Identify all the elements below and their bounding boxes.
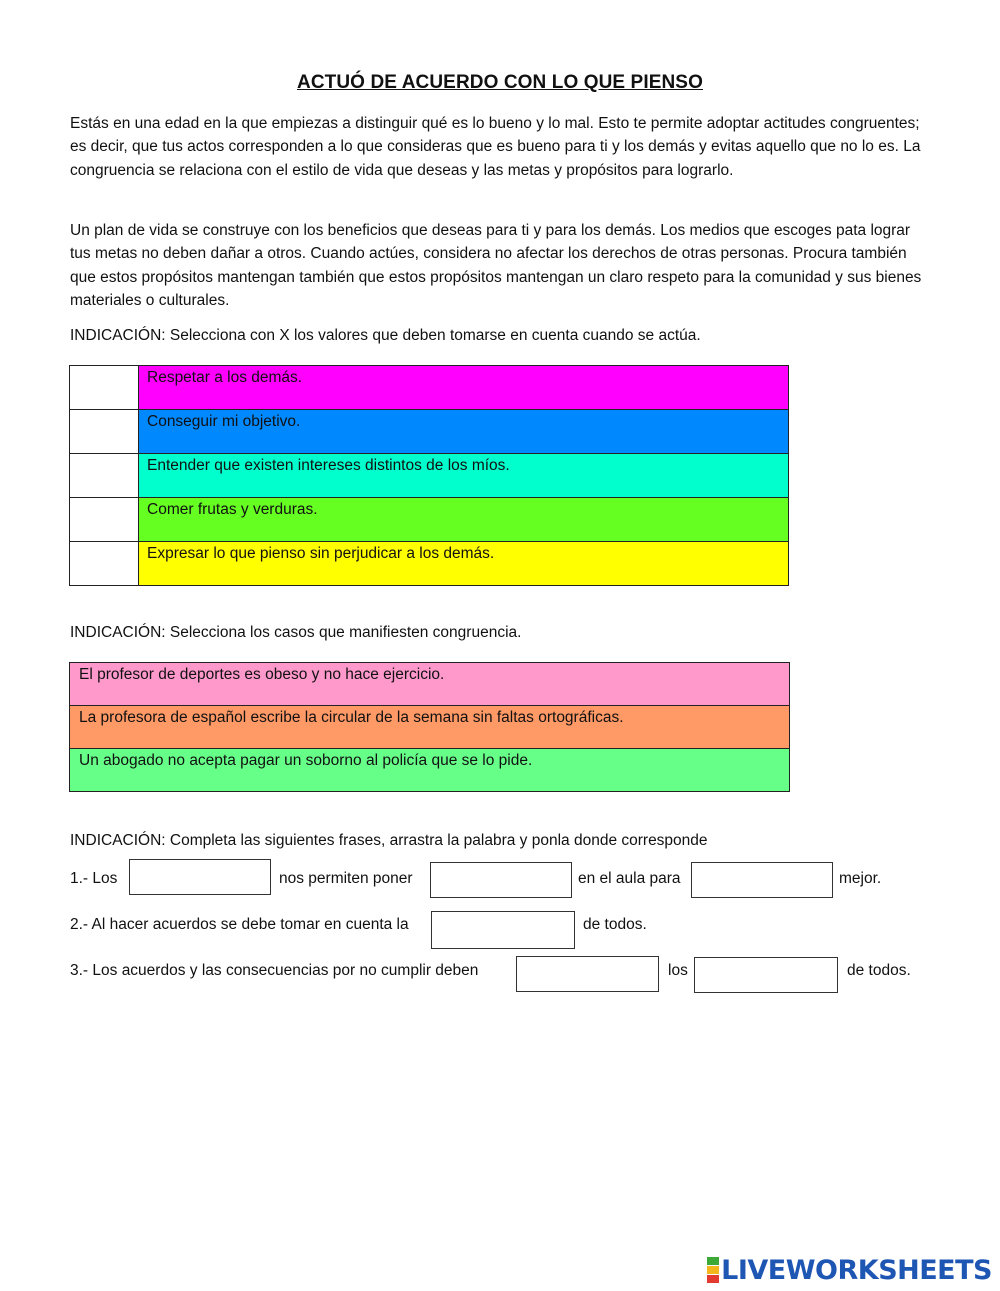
values-checkbox-3[interactable] [70, 454, 139, 498]
cases-table [69, 662, 790, 792]
values-row [70, 366, 789, 410]
liveworksheets-logo [707, 1255, 992, 1286]
values-row [70, 410, 789, 454]
sentence-3 [0, 951, 1000, 991]
page-title: ACTUÓ DE ACUERDO CON LO QUE PIENSO [297, 72, 703, 93]
values-row [70, 454, 789, 498]
drop-zone-1b[interactable] [430, 862, 572, 898]
sentence-1-part-a: 1.- Los [70, 870, 118, 887]
values-checkbox-5[interactable] [70, 542, 139, 586]
case-option-1[interactable]: El profesor de deportes es obeso y no hace ejercicio. [70, 663, 790, 706]
values-table [69, 365, 789, 586]
instruction-values: INDICACIÓN: Selecciona con X los valores que deben tomarse en cuenta cuando se actúa. [70, 327, 701, 344]
values-option-4: Comer frutas y verduras. [139, 498, 789, 542]
case-option-2[interactable]: La profesora de español escribe la circular de la semana sin faltas ortográficas. [70, 706, 790, 749]
sentence-1 [0, 859, 1000, 899]
values-option-3: Entender que existen intereses distintos de los míos. [139, 454, 789, 498]
instruction-complete: INDICACIÓN: Completa las siguientes frases, arrastra la palabra y ponla donde corresponde [70, 832, 708, 849]
values-checkbox-2[interactable] [70, 410, 139, 454]
sentence-2-part-a: 2.- Al hacer acuerdos se debe tomar en cuenta la [70, 916, 409, 933]
values-row [70, 542, 789, 586]
intro-paragraph-1: Estás en una edad en la que empiezas a distinguir qué es lo bueno y lo mal. Esto te permite adoptar actitudes congruentes; es decir, que tus actos corresponden a lo que consideras que es bueno para ti y los demás y evitas aquello que no lo es. La congruencia se relaciona con el estilo de vida que deseas y las metas y propósitos para lograrlo. [70, 115, 921, 179]
drop-zone-3a[interactable] [516, 956, 659, 992]
instruction-cases: INDICACIÓN: Selecciona los casos que manifiesten congruencia. [70, 624, 522, 641]
logo-badge-icon [707, 1257, 719, 1284]
sentence-1-part-b: nos permiten poner [279, 870, 413, 887]
sentence-3-part-a: 3.- Los acuerdos y las consecuencias por no cumplir deben [70, 962, 479, 979]
values-checkbox-4[interactable] [70, 498, 139, 542]
values-option-1: Respetar a los demás. [139, 366, 789, 410]
intro-paragraph-2: Un plan de vida se construye con los beneficios que deseas para ti y para los demás. Los medios que escoges pata lograr tus metas no deben dañar a otros. Cuando actúes, considera no afectar los derechos de otras personas. Procura también que estos propósitos mantengan también que estos propósitos mantengan un claro respeto para la comunidad y sus bienes materiales o culturales. [70, 222, 922, 310]
drop-zone-1c[interactable] [691, 862, 833, 898]
values-option-2: Conseguir mi objetivo. [139, 410, 789, 454]
values-checkbox-1[interactable] [70, 366, 139, 410]
drop-zone-2a[interactable] [431, 911, 575, 949]
sentence-2 [0, 905, 1000, 945]
sentence-1-part-d: mejor. [839, 870, 882, 887]
sentence-3-part-b: los [668, 962, 688, 979]
values-row [70, 498, 789, 542]
values-option-5: Expresar lo que pienso sin perjudicar a los demás. [139, 542, 789, 586]
sentence-3-part-c: de todos. [847, 962, 911, 979]
logo-text: LIVEWORKSHEETS [721, 1255, 992, 1286]
case-option-3[interactable]: Un abogado no acepta pagar un soborno al policía que se lo pide. [70, 749, 790, 792]
drop-zone-1a[interactable] [129, 859, 271, 895]
sentence-1-part-c: en el aula para [578, 870, 681, 887]
drop-zone-3b[interactable] [694, 957, 838, 993]
sentence-2-part-b: de todos. [583, 916, 647, 933]
